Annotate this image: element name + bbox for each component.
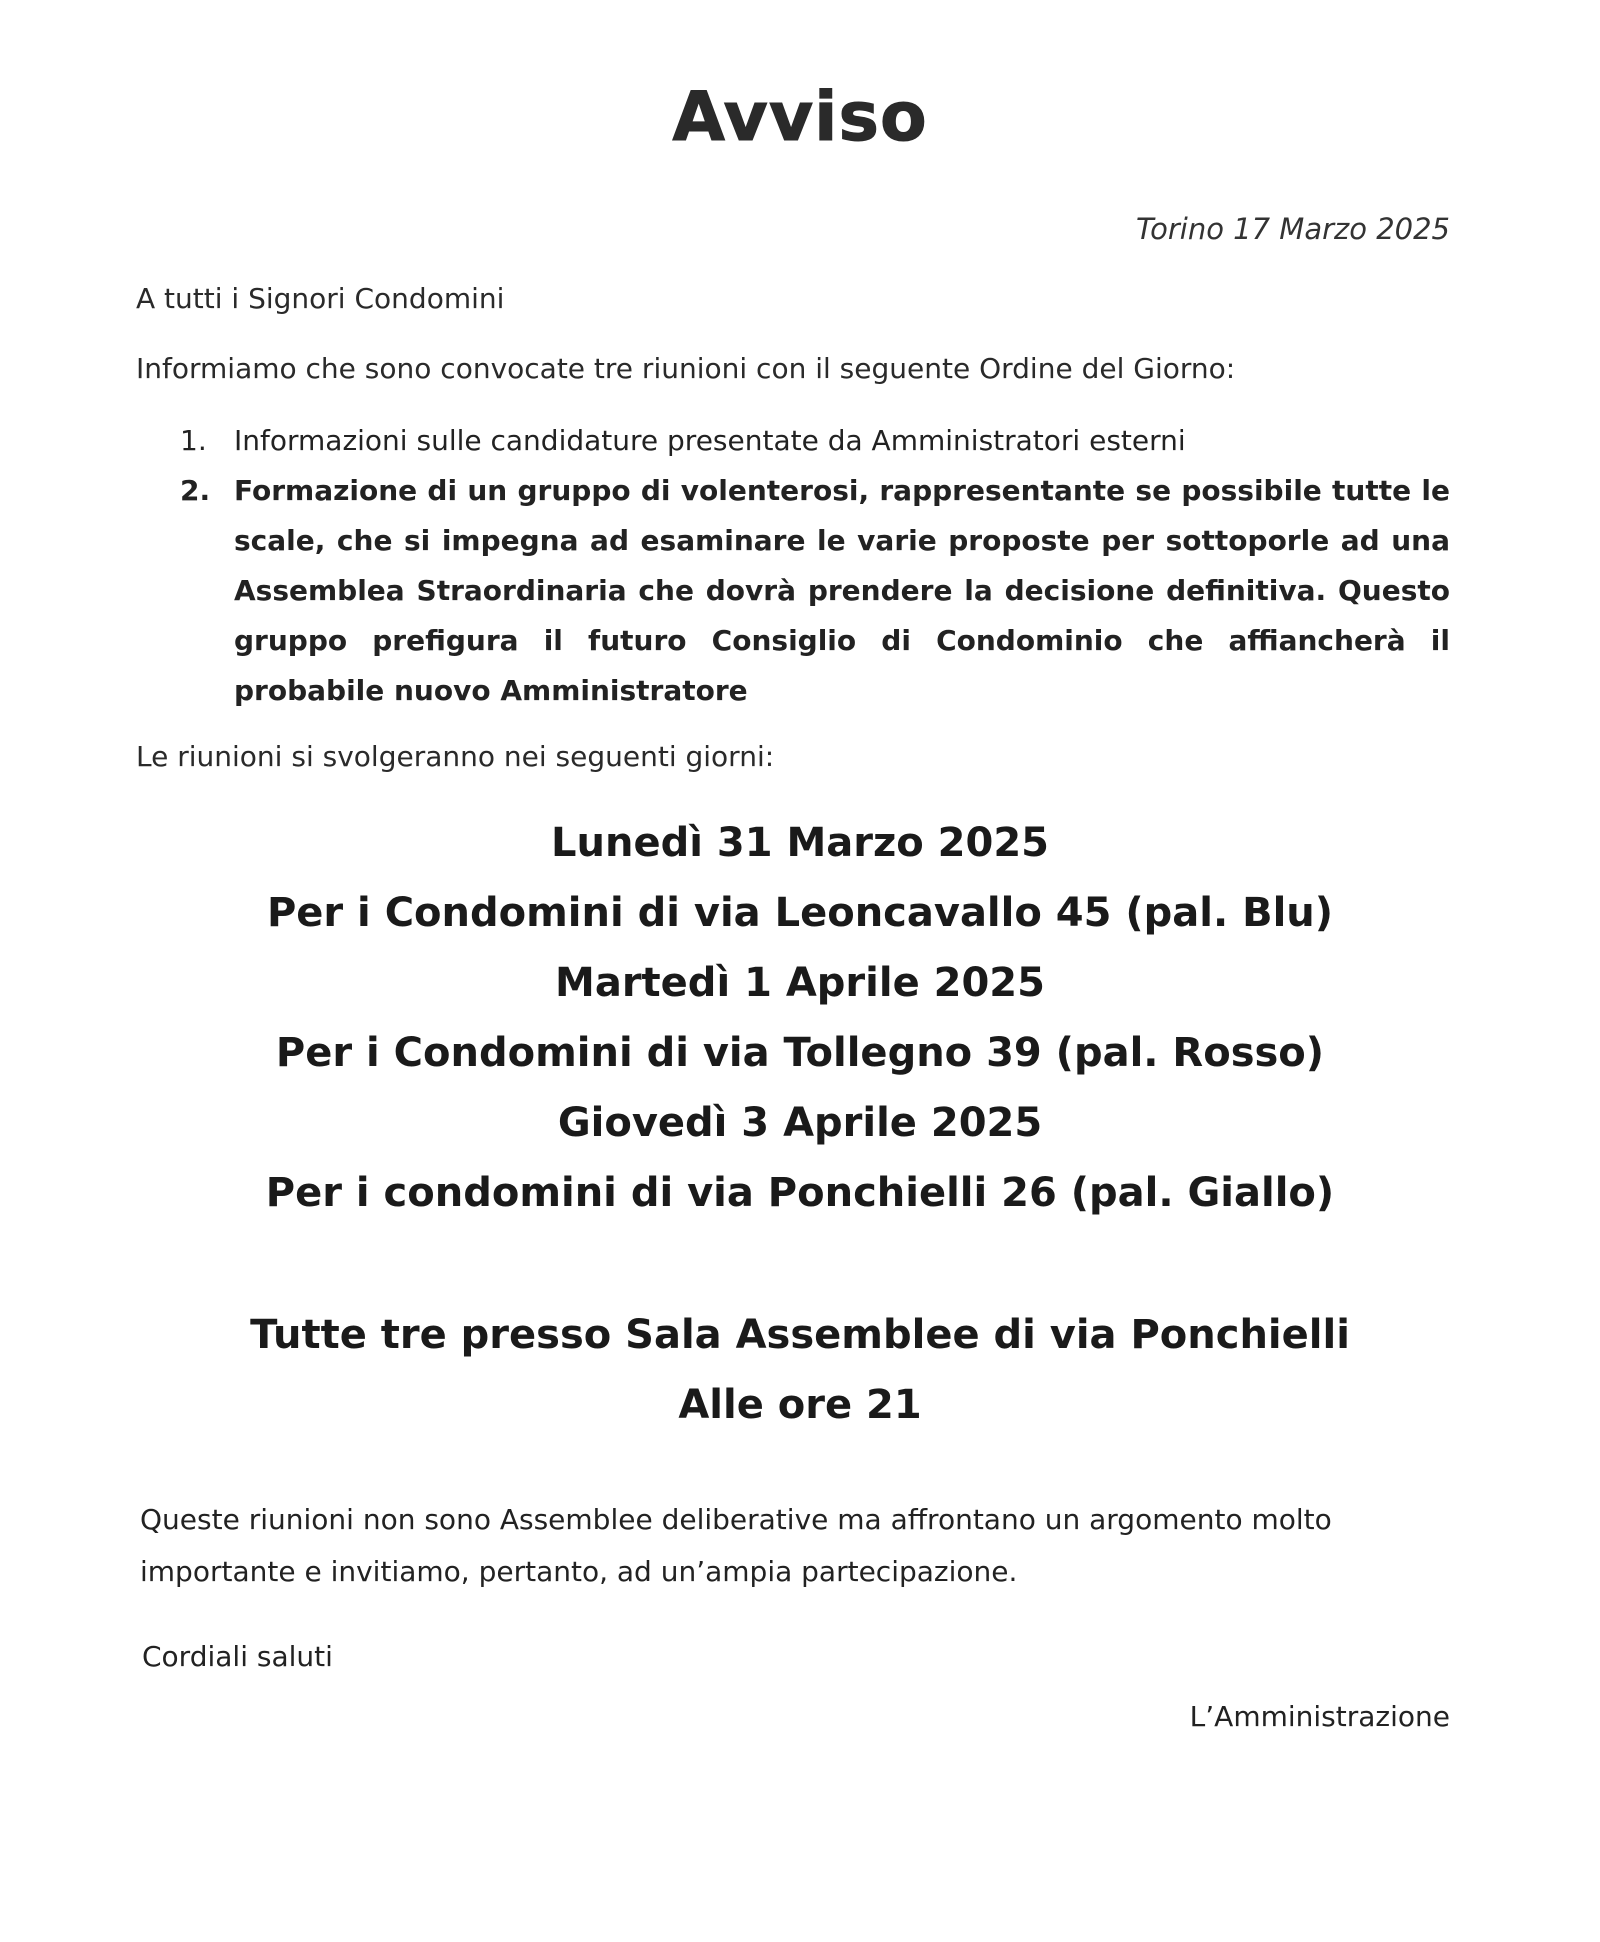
meeting-audience: Per i Condomini di via Leoncavallo 45 (pal. Blu) xyxy=(266,890,1334,936)
meeting-day: Martedì 1 Aprile 2025 xyxy=(555,960,1045,1006)
notice-date: Torino 17 Marzo 2025 xyxy=(1135,212,1450,246)
signature: L’Amministrazione xyxy=(1189,1700,1450,1733)
meeting-day: Lunedì 31 Marzo 2025 xyxy=(551,820,1049,866)
notice-title: Avviso xyxy=(672,78,928,157)
agenda-list xyxy=(180,416,1450,716)
schedule-intro: Le riunioni si svolgeranno nei seguenti giorni: xyxy=(136,740,775,773)
meeting-audience: Per i Condomini di via Tollegno 39 (pal. Rosso) xyxy=(275,1030,1325,1076)
agenda-item-text: Formazione di un gruppo di volenterosi, rappresentante se possibile tutte le scale, che si impegna ad esaminare le varie proposte per sottoporle ad una Assemblea Straordinaria che dovrà prendere la decisione definitiva. Questo gruppo prefigura il futuro Consiglio di Condominio che affiancherà il probabile nuovo Amministratore xyxy=(234,474,1450,707)
greeting: Cordiali saluti xyxy=(142,1640,333,1673)
agenda-item-text: Informazioni sulle candidature presentate da Amministratori esterni xyxy=(234,424,1186,457)
agenda-item-number: 2. xyxy=(180,474,211,507)
meeting-time: Alle ore 21 xyxy=(678,1382,922,1428)
agenda-item xyxy=(180,416,1450,466)
meeting-schedule xyxy=(0,808,1600,1228)
meeting-audience: Per i condomini di via Ponchielli 26 (pal. Giallo) xyxy=(265,1170,1335,1216)
venue-text: Tutte tre presso Sala Assemblee di via Ponchielli xyxy=(250,1312,1350,1358)
salutation: A tutti i Signori Condomini xyxy=(136,282,505,315)
agenda-item xyxy=(180,466,1450,716)
closing-text: Queste riunioni non sono Assemblee deliberative ma affrontano un argomento molto importante e invitiamo, pertanto, ad un’ampia partecipazione. xyxy=(140,1503,1332,1588)
venue-block xyxy=(0,1300,1600,1440)
meeting-day: Giovedì 3 Aprile 2025 xyxy=(557,1100,1043,1146)
agenda-item-number: 1. xyxy=(180,424,207,457)
intro-text: Informiamo che sono convocate tre riunioni con il seguente Ordine del Giorno: xyxy=(136,352,1236,385)
